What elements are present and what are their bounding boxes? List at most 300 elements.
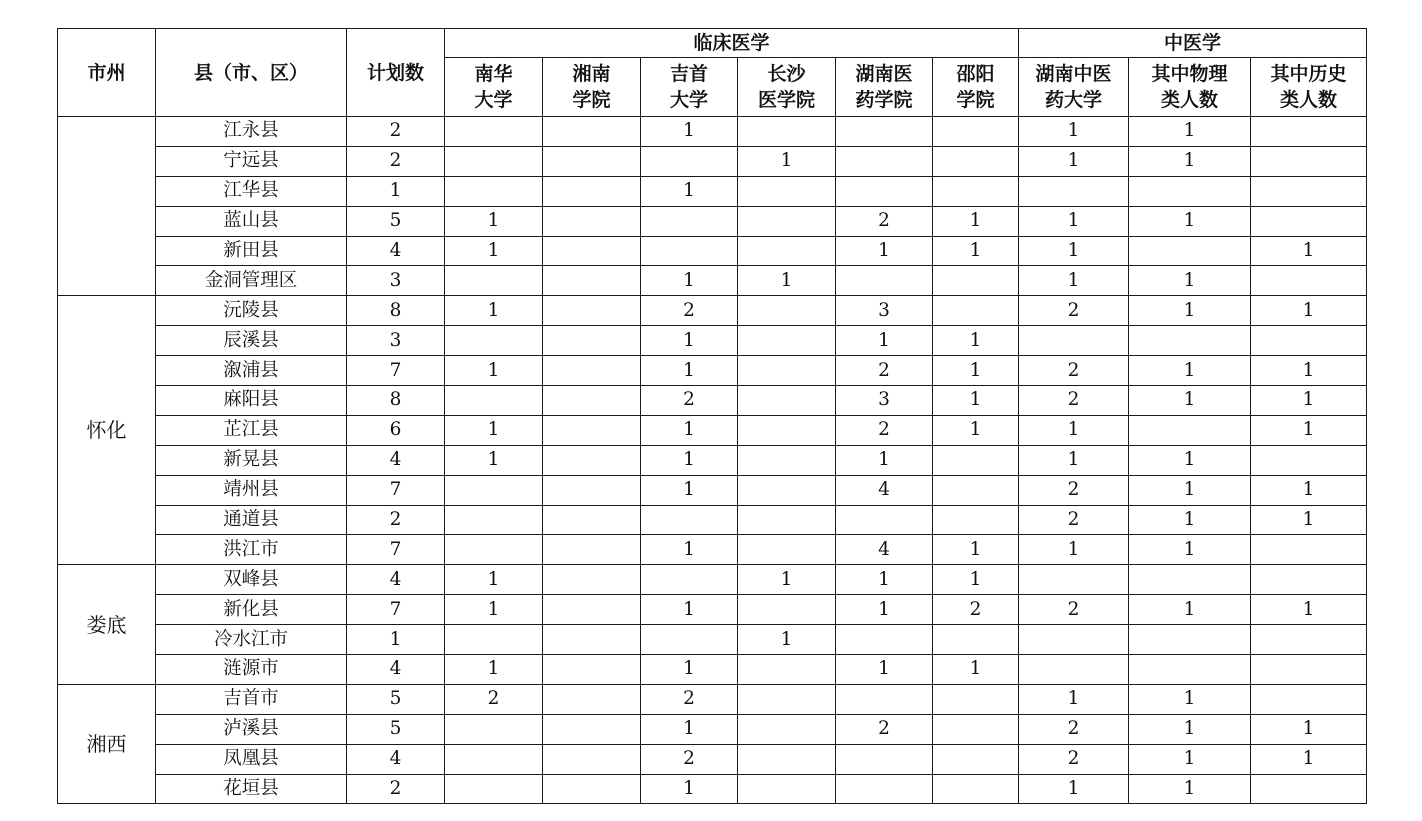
header-plan: 计划数	[347, 29, 445, 117]
quota-cell	[445, 625, 543, 655]
quota-cell	[543, 445, 641, 475]
plan-cell: 1	[347, 625, 445, 655]
table-row	[58, 565, 1367, 595]
table-header	[58, 29, 1367, 117]
table-row	[58, 714, 1367, 744]
quota-cell	[543, 356, 641, 386]
quota-cell	[738, 535, 836, 565]
table-row	[58, 236, 1367, 266]
quota-cell: 3	[836, 386, 933, 416]
quota-cell	[543, 475, 641, 505]
plan-cell: 6	[347, 415, 445, 445]
quota-cell: 2	[445, 684, 543, 714]
plan-cell: 4	[347, 445, 445, 475]
quota-cell	[1251, 655, 1367, 685]
county-cell: 蓝山县	[156, 206, 347, 236]
plan-cell: 2	[347, 505, 445, 535]
table-row	[58, 146, 1367, 176]
header-school-line2: 大学	[474, 89, 513, 111]
quota-cell: 1	[1251, 415, 1367, 445]
quota-cell	[1251, 445, 1367, 475]
header-school-line2: 学院	[572, 89, 611, 111]
header-city: 市州	[58, 29, 156, 117]
quota-cell	[1129, 565, 1251, 595]
county-cell: 靖州县	[156, 475, 347, 505]
quota-cell	[543, 714, 641, 744]
quota-cell: 4	[836, 475, 933, 505]
quota-cell	[543, 625, 641, 655]
quota-cell: 1	[1251, 386, 1367, 416]
quota-cell	[738, 117, 836, 147]
quota-cell	[1019, 565, 1129, 595]
header-school-line1: 其中物理	[1151, 63, 1228, 85]
county-cell: 江华县	[156, 176, 347, 206]
plan-cell: 7	[347, 595, 445, 625]
quota-cell: 1	[1129, 505, 1251, 535]
table-row	[58, 684, 1367, 714]
header-school	[933, 58, 1019, 117]
quota-cell	[836, 625, 933, 655]
quota-cell	[933, 176, 1019, 206]
table-row	[58, 535, 1367, 565]
quota-cell: 1	[1019, 206, 1129, 236]
quota-cell: 1	[1251, 356, 1367, 386]
quota-cell: 1	[641, 445, 738, 475]
quota-cell	[836, 146, 933, 176]
quota-cell	[641, 206, 738, 236]
quota-cell: 1	[933, 415, 1019, 445]
quota-cell	[543, 595, 641, 625]
quota-cell: 2	[1019, 505, 1129, 535]
quota-cell: 2	[836, 356, 933, 386]
quota-cell	[1129, 326, 1251, 356]
table-row	[58, 296, 1367, 326]
quota-cell	[445, 774, 543, 804]
quota-cell	[738, 326, 836, 356]
quota-cell	[933, 266, 1019, 296]
quota-cell	[933, 714, 1019, 744]
quota-cell: 1	[738, 625, 836, 655]
quota-cell	[641, 505, 738, 535]
quota-cell	[738, 475, 836, 505]
quota-cell	[738, 595, 836, 625]
quota-cell	[543, 206, 641, 236]
quota-cell: 1	[1251, 595, 1367, 625]
quota-cell	[641, 565, 738, 595]
plan-cell: 5	[347, 206, 445, 236]
header-county: 县（市、区）	[156, 29, 347, 117]
quota-cell	[1251, 176, 1367, 206]
quota-cell: 2	[1019, 595, 1129, 625]
quota-cell: 1	[1129, 356, 1251, 386]
quota-cell	[738, 684, 836, 714]
quota-cell: 2	[1019, 296, 1129, 326]
plan-cell: 7	[347, 535, 445, 565]
quota-cell: 1	[1129, 386, 1251, 416]
table-body	[58, 117, 1367, 804]
quota-cell: 2	[836, 415, 933, 445]
quota-cell	[738, 655, 836, 685]
quota-cell: 1	[933, 386, 1019, 416]
quota-cell: 1	[1251, 714, 1367, 744]
quota-cell	[1251, 117, 1367, 147]
county-cell: 泸溪县	[156, 714, 347, 744]
quota-cell: 1	[1129, 744, 1251, 774]
quota-cell: 1	[445, 296, 543, 326]
quota-cell	[543, 176, 641, 206]
quota-cell	[543, 117, 641, 147]
quota-cell	[543, 684, 641, 714]
quota-cell: 1	[1251, 296, 1367, 326]
quota-cell: 2	[1019, 356, 1129, 386]
plan-cell: 4	[347, 565, 445, 595]
quota-cell: 1	[836, 236, 933, 266]
plan-cell: 5	[347, 684, 445, 714]
quota-cell: 1	[445, 356, 543, 386]
quota-cell	[445, 386, 543, 416]
quota-cell: 2	[1019, 714, 1129, 744]
county-cell: 通道县	[156, 505, 347, 535]
table-row	[58, 744, 1367, 774]
quota-cell	[738, 415, 836, 445]
quota-cell	[738, 445, 836, 475]
quota-cell	[836, 266, 933, 296]
quota-cell	[1251, 565, 1367, 595]
quota-cell: 1	[836, 565, 933, 595]
table-row	[58, 386, 1367, 416]
quota-cell	[933, 774, 1019, 804]
quota-cell: 1	[641, 595, 738, 625]
plan-cell: 8	[347, 386, 445, 416]
header-school-line1: 其中历史	[1270, 63, 1347, 85]
quota-cell	[738, 774, 836, 804]
header-school-line2: 类人数	[1280, 89, 1338, 111]
quota-cell: 1	[641, 266, 738, 296]
quota-cell	[445, 505, 543, 535]
header-school-line1: 吉首	[669, 63, 708, 85]
quota-cell	[836, 176, 933, 206]
quota-cell: 2	[641, 684, 738, 714]
quota-cell: 1	[1019, 117, 1129, 147]
quota-cell: 1	[641, 774, 738, 804]
quota-cell	[543, 266, 641, 296]
quota-cell	[543, 296, 641, 326]
quota-cell: 3	[836, 296, 933, 326]
table-row	[58, 505, 1367, 535]
plan-cell: 7	[347, 475, 445, 505]
quota-cell: 1	[641, 475, 738, 505]
quota-cell: 1	[1129, 445, 1251, 475]
quota-cell: 1	[445, 445, 543, 475]
quota-cell: 1	[1019, 146, 1129, 176]
quota-cell: 1	[641, 356, 738, 386]
quota-cell: 2	[641, 386, 738, 416]
table-row	[58, 595, 1367, 625]
quota-cell	[445, 714, 543, 744]
quota-cell: 1	[445, 565, 543, 595]
quota-cell	[738, 386, 836, 416]
header-school	[1019, 58, 1129, 117]
header-school-line2: 大学	[669, 89, 708, 111]
quota-cell: 1	[445, 595, 543, 625]
quota-cell	[1251, 684, 1367, 714]
quota-cell: 1	[641, 176, 738, 206]
quota-cell: 1	[1019, 415, 1129, 445]
quota-cell: 1	[1129, 595, 1251, 625]
quota-cell: 1	[933, 655, 1019, 685]
quota-cell	[1251, 625, 1367, 655]
quota-cell: 1	[1129, 206, 1251, 236]
quota-cell	[1129, 625, 1251, 655]
quota-cell	[445, 475, 543, 505]
quota-cell: 2	[641, 296, 738, 326]
quota-cell: 2	[641, 744, 738, 774]
quota-cell	[445, 744, 543, 774]
header-row-top	[58, 29, 1367, 58]
table-row	[58, 176, 1367, 206]
quota-cell	[1129, 415, 1251, 445]
quota-cell	[738, 356, 836, 386]
header-school-line1: 长沙	[767, 63, 806, 85]
county-cell: 江永县	[156, 117, 347, 147]
quota-cell	[543, 146, 641, 176]
plan-cell: 7	[347, 356, 445, 386]
quota-cell: 1	[836, 655, 933, 685]
quota-cell	[738, 206, 836, 236]
quota-cell	[738, 176, 836, 206]
quota-cell: 1	[1019, 236, 1129, 266]
quota-cell: 1	[1019, 684, 1129, 714]
quota-cell	[543, 655, 641, 685]
quota-cell	[933, 475, 1019, 505]
county-cell: 洪江市	[156, 535, 347, 565]
county-cell: 芷江县	[156, 415, 347, 445]
county-cell: 冷水江市	[156, 625, 347, 655]
quota-cell: 1	[1251, 475, 1367, 505]
quota-cell: 1	[933, 326, 1019, 356]
quota-cell: 1	[1019, 535, 1129, 565]
table-row	[58, 206, 1367, 236]
quota-cell	[738, 714, 836, 744]
quota-cell	[933, 117, 1019, 147]
city-cell: 怀化	[58, 296, 156, 565]
quota-cell: 1	[1251, 744, 1367, 774]
header-school-line2: 药学院	[855, 89, 913, 111]
quota-cell: 1	[1129, 266, 1251, 296]
table-row	[58, 415, 1367, 445]
quota-cell	[641, 146, 738, 176]
quota-cell	[933, 625, 1019, 655]
county-cell: 凤凰县	[156, 744, 347, 774]
quota-cell	[836, 744, 933, 774]
header-clinical-group: 临床医学	[445, 29, 1019, 58]
quota-cell	[933, 296, 1019, 326]
city-cell	[58, 117, 156, 296]
table-row	[58, 266, 1367, 296]
quota-cell: 1	[1129, 296, 1251, 326]
quota-cell: 1	[1129, 146, 1251, 176]
county-cell: 辰溪县	[156, 326, 347, 356]
plan-cell: 8	[347, 296, 445, 326]
header-school-line1: 邵阳	[956, 63, 995, 85]
quota-cell	[1251, 146, 1367, 176]
quota-cell	[738, 744, 836, 774]
table-row	[58, 326, 1367, 356]
quota-cell: 1	[836, 326, 933, 356]
quota-cell	[543, 236, 641, 266]
quota-cell: 1	[933, 535, 1019, 565]
quota-cell	[1251, 774, 1367, 804]
header-tcm-group: 中医学	[1019, 29, 1367, 58]
header-school-line1: 湖南中医	[1035, 63, 1112, 85]
quota-cell	[641, 236, 738, 266]
quota-cell: 1	[1251, 236, 1367, 266]
quota-cell: 1	[1129, 535, 1251, 565]
quota-cell: 1	[933, 565, 1019, 595]
plan-cell: 2	[347, 774, 445, 804]
county-cell: 麻阳县	[156, 386, 347, 416]
plan-cell: 2	[347, 146, 445, 176]
quota-cell: 1	[738, 266, 836, 296]
quota-cell	[836, 505, 933, 535]
quota-cell: 2	[933, 595, 1019, 625]
quota-cell	[445, 176, 543, 206]
quota-cell: 1	[445, 206, 543, 236]
county-cell: 金洞管理区	[156, 266, 347, 296]
quota-cell: 2	[1019, 744, 1129, 774]
quota-cell	[1251, 326, 1367, 356]
county-cell: 溆浦县	[156, 356, 347, 386]
table-row	[58, 445, 1367, 475]
header-school-line2: 医学院	[757, 89, 815, 111]
city-cell: 娄底	[58, 565, 156, 685]
city-cell: 湘西	[58, 684, 156, 804]
quota-cell: 2	[836, 714, 933, 744]
header-school-line2: 药大学	[1045, 89, 1103, 111]
quota-cell: 1	[445, 655, 543, 685]
quota-cell: 2	[836, 206, 933, 236]
quota-cell: 1	[1129, 684, 1251, 714]
quota-cell	[543, 415, 641, 445]
quota-cell: 1	[641, 326, 738, 356]
county-cell: 沅陵县	[156, 296, 347, 326]
county-cell: 新晃县	[156, 445, 347, 475]
quota-cell	[1251, 266, 1367, 296]
quota-cell: 1	[1129, 714, 1251, 744]
quota-cell	[836, 117, 933, 147]
quota-cell	[543, 505, 641, 535]
quota-cell	[543, 326, 641, 356]
quota-cell	[641, 625, 738, 655]
table-row	[58, 655, 1367, 685]
quota-cell	[1251, 206, 1367, 236]
header-school-line1: 南华	[474, 63, 513, 85]
quota-cell: 1	[641, 117, 738, 147]
quota-cell: 4	[836, 535, 933, 565]
quota-cell: 1	[1019, 266, 1129, 296]
quota-cell	[445, 326, 543, 356]
quota-cell: 1	[738, 565, 836, 595]
quota-cell	[738, 296, 836, 326]
table-row	[58, 475, 1367, 505]
table-row	[58, 625, 1367, 655]
header-school-line2: 类人数	[1161, 89, 1219, 111]
quota-cell: 1	[1129, 774, 1251, 804]
quota-cell	[836, 684, 933, 714]
quota-table	[57, 28, 1367, 804]
quota-cell	[543, 535, 641, 565]
quota-cell: 1	[445, 236, 543, 266]
quota-cell	[1129, 655, 1251, 685]
plan-cell: 3	[347, 266, 445, 296]
header-school	[543, 58, 641, 117]
quota-cell	[543, 386, 641, 416]
quota-cell: 2	[1019, 475, 1129, 505]
quota-cell	[445, 117, 543, 147]
quota-cell: 1	[641, 535, 738, 565]
quota-cell	[445, 266, 543, 296]
quota-cell	[543, 744, 641, 774]
header-school-line1: 湖南医	[855, 63, 913, 85]
quota-cell	[933, 445, 1019, 475]
quota-cell	[933, 744, 1019, 774]
county-cell: 花垣县	[156, 774, 347, 804]
quota-cell	[1019, 326, 1129, 356]
county-cell: 吉首市	[156, 684, 347, 714]
quota-cell: 1	[933, 206, 1019, 236]
quota-cell: 1	[641, 655, 738, 685]
header-school	[1251, 58, 1367, 117]
quota-cell	[1019, 176, 1129, 206]
quota-cell: 1	[445, 415, 543, 445]
plan-cell: 4	[347, 655, 445, 685]
quota-cell	[1129, 176, 1251, 206]
table-row	[58, 356, 1367, 386]
plan-cell: 4	[347, 236, 445, 266]
plan-cell: 5	[347, 714, 445, 744]
header-school	[1129, 58, 1251, 117]
quota-cell: 1	[1019, 445, 1129, 475]
quota-cell	[933, 505, 1019, 535]
quota-cell: 1	[1129, 475, 1251, 505]
quota-cell	[445, 146, 543, 176]
quota-cell: 1	[933, 356, 1019, 386]
county-cell: 新化县	[156, 595, 347, 625]
quota-cell: 1	[933, 236, 1019, 266]
header-school-line2: 学院	[956, 89, 995, 111]
table-row	[58, 117, 1367, 147]
county-cell: 涟源市	[156, 655, 347, 685]
quota-cell: 1	[738, 146, 836, 176]
table-row	[58, 774, 1367, 804]
quota-cell	[543, 565, 641, 595]
quota-cell: 1	[836, 595, 933, 625]
header-school	[836, 58, 933, 117]
quota-cell: 1	[836, 445, 933, 475]
quota-cell	[543, 774, 641, 804]
header-school	[641, 58, 738, 117]
plan-cell: 2	[347, 117, 445, 147]
quota-cell	[933, 146, 1019, 176]
quota-cell: 1	[1251, 505, 1367, 535]
quota-cell	[445, 535, 543, 565]
quota-cell: 1	[641, 714, 738, 744]
quota-cell	[738, 236, 836, 266]
quota-cell	[1019, 625, 1129, 655]
header-school-line1: 湘南	[572, 63, 611, 85]
quota-cell: 1	[641, 415, 738, 445]
header-school	[445, 58, 543, 117]
